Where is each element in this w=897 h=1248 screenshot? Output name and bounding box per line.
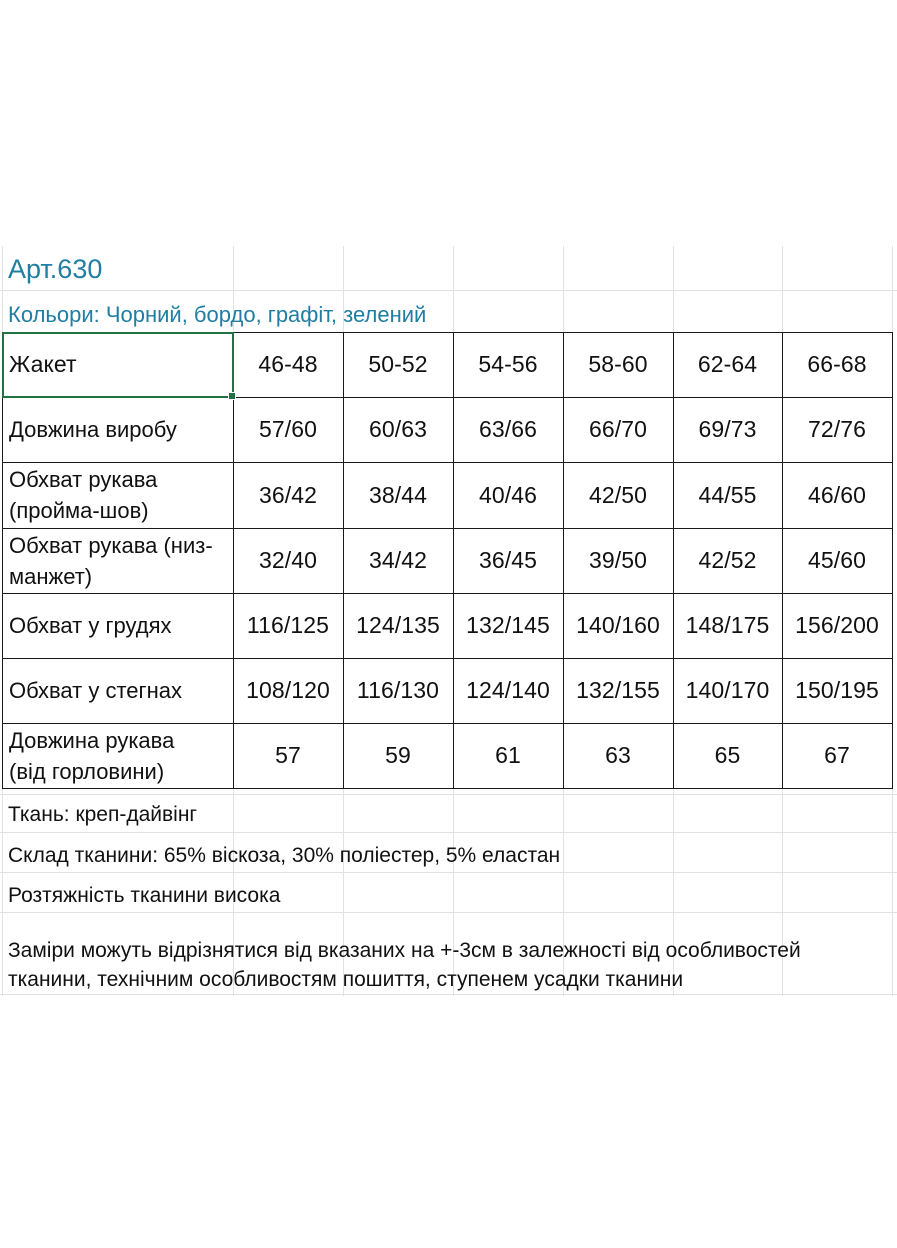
- measurement-value-cell[interactable]: [673, 528, 782, 593]
- table-border-vertical: [453, 332, 454, 789]
- measurement-value: 66/70: [588, 416, 648, 442]
- fill-handle[interactable]: [228, 392, 236, 400]
- size-header-cell[interactable]: [782, 332, 892, 397]
- garment-label: Жакет: [9, 351, 77, 377]
- gridline-horizontal: [0, 290, 897, 291]
- row-label-cell[interactable]: [2, 658, 233, 723]
- table-border-horizontal: [2, 528, 893, 529]
- measurement-value: 36/45: [478, 547, 538, 573]
- table-border-vertical: [782, 332, 783, 789]
- gridline-vertical: [892, 788, 893, 996]
- gridline-horizontal: [0, 794, 897, 795]
- measurement-value: 36/42: [258, 481, 318, 508]
- measurement-value-cell[interactable]: [453, 658, 563, 723]
- measurement-value: 60/63: [368, 416, 428, 442]
- table-border-vertical: [563, 332, 564, 789]
- measurement-value: 63: [605, 742, 631, 768]
- table-border-vertical: [233, 332, 234, 789]
- measurement-value-cell[interactable]: [453, 462, 563, 528]
- measurement-label: Довжина виробу: [9, 417, 177, 442]
- size-header-cell[interactable]: [233, 332, 343, 397]
- measurement-value: 65: [714, 742, 741, 768]
- table-border-vertical: [2, 332, 3, 789]
- table-border-horizontal: [2, 462, 893, 463]
- measurement-value-cell[interactable]: [563, 397, 673, 462]
- measurement-value-cell[interactable]: [563, 462, 673, 528]
- size-header-cell[interactable]: [673, 332, 782, 397]
- measurement-value-cell[interactable]: [453, 528, 563, 593]
- measurement-value: 124/135: [356, 612, 440, 638]
- gridline-horizontal: [0, 872, 897, 873]
- measurement-value-cell[interactable]: [453, 593, 563, 658]
- measurement-value-cell[interactable]: [453, 723, 563, 788]
- row-label-cell[interactable]: [2, 397, 233, 462]
- size-header-cell[interactable]: [563, 332, 673, 397]
- measurement-label: Обхват у грудях: [9, 613, 172, 638]
- measurement-value: 67: [824, 742, 850, 768]
- measurement-value-cell[interactable]: [233, 593, 343, 658]
- measurement-value: 116/125: [246, 612, 330, 638]
- measurement-value: 46/60: [807, 481, 867, 508]
- size-label: 62-64: [697, 351, 758, 377]
- measurement-label: Обхват рукава (низ- манжет): [9, 532, 213, 589]
- measurement-value-cell[interactable]: [343, 462, 453, 528]
- fabric-note: Ткань: креп-дайвінг: [8, 803, 198, 826]
- measurement-value: 32/40: [258, 547, 318, 573]
- table-border-horizontal: [2, 788, 893, 789]
- measurement-value: 40/46: [478, 481, 538, 508]
- measurement-value-cell[interactable]: [343, 723, 453, 788]
- stretch-note: Розтяжність тканини висока: [8, 884, 281, 907]
- measurement-value: 57/60: [258, 416, 318, 442]
- measurement-value: 42/50: [588, 481, 648, 508]
- measurement-value: 59: [385, 742, 411, 768]
- measurement-value-cell[interactable]: [453, 397, 563, 462]
- gridline-vertical: [673, 246, 674, 332]
- measurement-value-cell[interactable]: [343, 658, 453, 723]
- measurement-value-cell[interactable]: [673, 658, 782, 723]
- measurement-value-cell[interactable]: [782, 723, 892, 788]
- measurement-value: 69/73: [698, 416, 757, 442]
- measurement-value: 132/155: [576, 677, 660, 703]
- spreadsheet: [0, 246, 897, 1000]
- measurement-value: 44/55: [698, 481, 757, 508]
- measurement-value-cell[interactable]: [782, 593, 892, 658]
- table-border-horizontal: [2, 658, 893, 659]
- composition-note: Склад тканини: 65% віскоза, 30% поліестер, 5% еластан: [8, 844, 561, 867]
- row-label-cell[interactable]: [2, 723, 233, 788]
- row-label-cell[interactable]: [2, 593, 233, 658]
- measurement-value-cell[interactable]: [343, 593, 453, 658]
- measurement-value-cell[interactable]: [563, 528, 673, 593]
- measurement-value: 42/52: [698, 547, 757, 573]
- measurement-label: Довжина рукава (від горловини): [9, 727, 175, 784]
- measurement-value: 108/120: [246, 677, 330, 703]
- measurement-value-cell[interactable]: [233, 462, 343, 528]
- gridline-horizontal: [0, 994, 897, 995]
- measurement-value-cell[interactable]: [563, 593, 673, 658]
- measurement-value-cell[interactable]: [563, 658, 673, 723]
- measurement-value-cell[interactable]: [782, 462, 892, 528]
- measurement-value: 156/200: [795, 612, 879, 638]
- article-title: Арт.630: [8, 254, 103, 284]
- colors-line: Кольори: Чорний, бордо, графіт, зелений: [8, 302, 427, 327]
- measurement-value: 39/50: [588, 547, 648, 573]
- row-label-cell[interactable]: [2, 462, 233, 528]
- gridline-horizontal: [0, 912, 897, 913]
- table-border-horizontal: [2, 593, 893, 594]
- measurement-value: 61: [495, 742, 521, 768]
- measurement-value-cell[interactable]: [233, 658, 343, 723]
- measurement-value-cell[interactable]: [563, 723, 673, 788]
- measurement-value-cell[interactable]: [673, 723, 782, 788]
- measurement-label: Обхват у стегнах: [9, 678, 182, 703]
- gridline-vertical: [563, 246, 564, 332]
- measurement-value: 150/195: [795, 677, 879, 703]
- table-border-vertical: [892, 332, 893, 789]
- measurement-value: 63/66: [478, 416, 538, 442]
- measurement-value: 148/175: [685, 612, 770, 638]
- measurement-value-cell[interactable]: [673, 397, 782, 462]
- size-label: 66-68: [807, 351, 867, 377]
- table-border-vertical: [343, 332, 344, 789]
- measurement-label: Обхват рукава (пройма-шов): [9, 467, 158, 523]
- measurement-value-cell[interactable]: [782, 658, 892, 723]
- selected-cell-outline: [2, 332, 234, 398]
- measurement-value: 57: [275, 742, 301, 768]
- measurement-value-cell[interactable]: [343, 528, 453, 593]
- gridline-horizontal: [0, 832, 897, 833]
- table-border-vertical: [673, 332, 674, 789]
- measurement-value-cell[interactable]: [233, 397, 343, 462]
- measurement-value-cell[interactable]: [343, 397, 453, 462]
- gridline-vertical: [892, 246, 893, 332]
- row-label-cell[interactable]: [2, 528, 233, 593]
- size-label: 58-60: [588, 351, 648, 377]
- disclaimer-note: Заміри можуть відрізнятися від вказаних на +-3см в залежності від особливостей тканини, технічним особливостям пошиття, ступенем усадки тканини: [8, 939, 801, 991]
- measurement-value: 132/145: [466, 612, 550, 638]
- measurement-value: 72/76: [807, 416, 867, 442]
- size-header-cell[interactable]: [453, 332, 563, 397]
- measurement-value: 38/44: [368, 481, 428, 508]
- measurement-value: 34/42: [368, 547, 428, 573]
- measurement-value: 140/160: [576, 612, 660, 638]
- measurement-value-cell[interactable]: [233, 528, 343, 593]
- measurement-value-cell[interactable]: [782, 397, 892, 462]
- measurement-value-cell[interactable]: [782, 528, 892, 593]
- size-label: 54-56: [478, 351, 538, 377]
- table-border-horizontal: [2, 723, 893, 724]
- measurement-value: 116/130: [356, 677, 440, 703]
- gridline-vertical: [782, 246, 783, 332]
- size-label: 50-52: [368, 351, 428, 377]
- size-label: 46-48: [258, 351, 318, 377]
- measurement-value: 124/140: [466, 677, 550, 703]
- gridline-vertical: [453, 246, 454, 332]
- measurement-value-cell[interactable]: [673, 462, 782, 528]
- measurement-value-cell[interactable]: [233, 723, 343, 788]
- measurement-value: 140/170: [685, 677, 770, 703]
- measurement-value: 45/60: [807, 547, 867, 573]
- measurement-value-cell[interactable]: [673, 593, 782, 658]
- size-header-cell[interactable]: [343, 332, 453, 397]
